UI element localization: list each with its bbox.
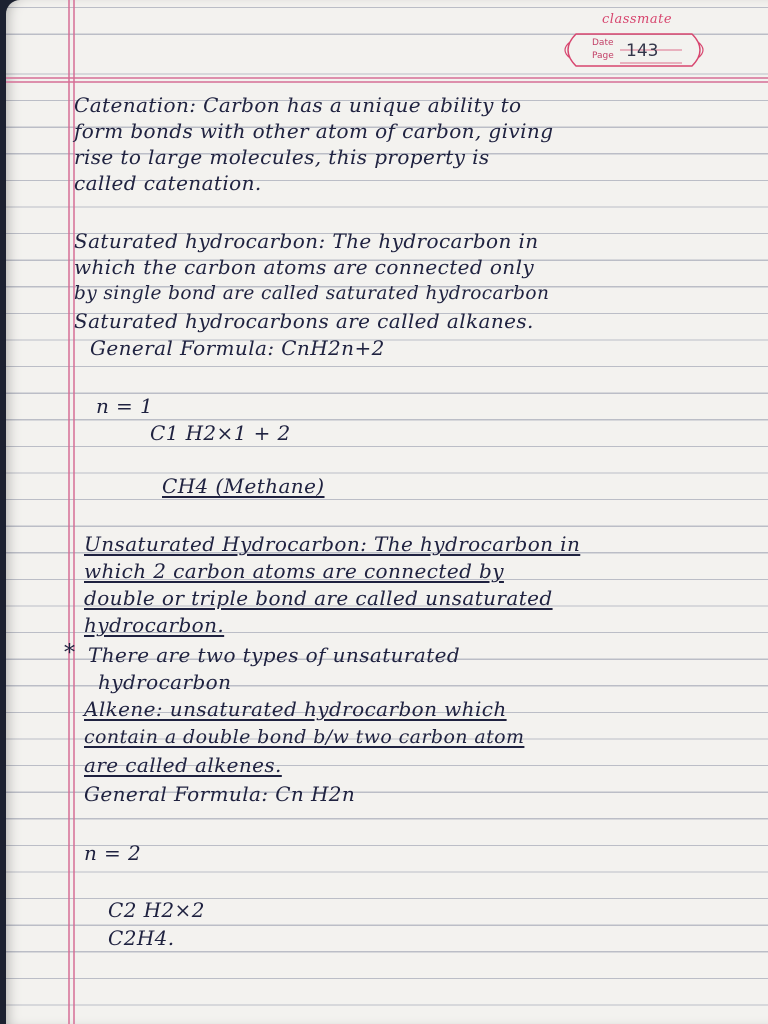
margin-line-outer: [68, 0, 70, 1024]
text-line: Saturated hydrocarbon: The hydrocarbon in: [74, 229, 539, 253]
text-line: hydrocarbon.: [84, 613, 225, 637]
text-line: C2H4.: [108, 926, 175, 950]
text-line: Alkene: unsaturated hydrocarbon which: [84, 697, 507, 721]
top-rule-1: [6, 77, 768, 79]
text-line: are called alkenes.: [84, 753, 282, 777]
text-line: by single bond are called saturated hydrocarbon: [74, 283, 550, 304]
text-line: Saturated hydrocarbons are called alkanes.: [74, 309, 534, 333]
text-line: called catenation.: [74, 171, 262, 195]
date-label: Date: [592, 38, 614, 48]
text-line: which 2 carbon atoms are connected by: [84, 559, 504, 583]
top-rule-2: [6, 81, 768, 83]
text-line: which the carbon atoms are connected only: [74, 255, 535, 279]
star-mark: *: [64, 641, 75, 666]
text-line: rise to large molecules, this property is: [74, 145, 490, 169]
text-line: hydrocarbon: [98, 670, 232, 694]
text-line: form bonds with other atom of carbon, giving: [74, 119, 554, 143]
text-line: n = 2: [84, 841, 142, 865]
text-line: CH4 (Methane): [162, 474, 325, 498]
text-line: n = 1: [96, 394, 154, 418]
text-line: General Formula: Cn H2n: [84, 782, 356, 806]
text-line: General Formula: CnH2n+2: [90, 336, 385, 360]
brand-logo: classmate: [602, 12, 673, 27]
text-line: Unsaturated Hydrocarbon: The hydrocarbon in: [84, 532, 581, 556]
text-line: There are two types of unsaturated: [88, 643, 461, 667]
date-page-badge: [556, 30, 712, 70]
page-label: Page: [592, 51, 614, 61]
text-line: C1 H2×1 + 2: [150, 421, 291, 445]
page-number: 143: [626, 41, 659, 61]
notebook-page: [6, 0, 768, 1024]
text-line: C2 H2×2: [108, 898, 205, 922]
text-line: double or triple bond are called unsaturated: [84, 586, 553, 610]
text-line: contain a double bond b/w two carbon atom: [84, 726, 525, 748]
text-line: Catenation: Carbon has a unique ability to: [74, 93, 522, 117]
